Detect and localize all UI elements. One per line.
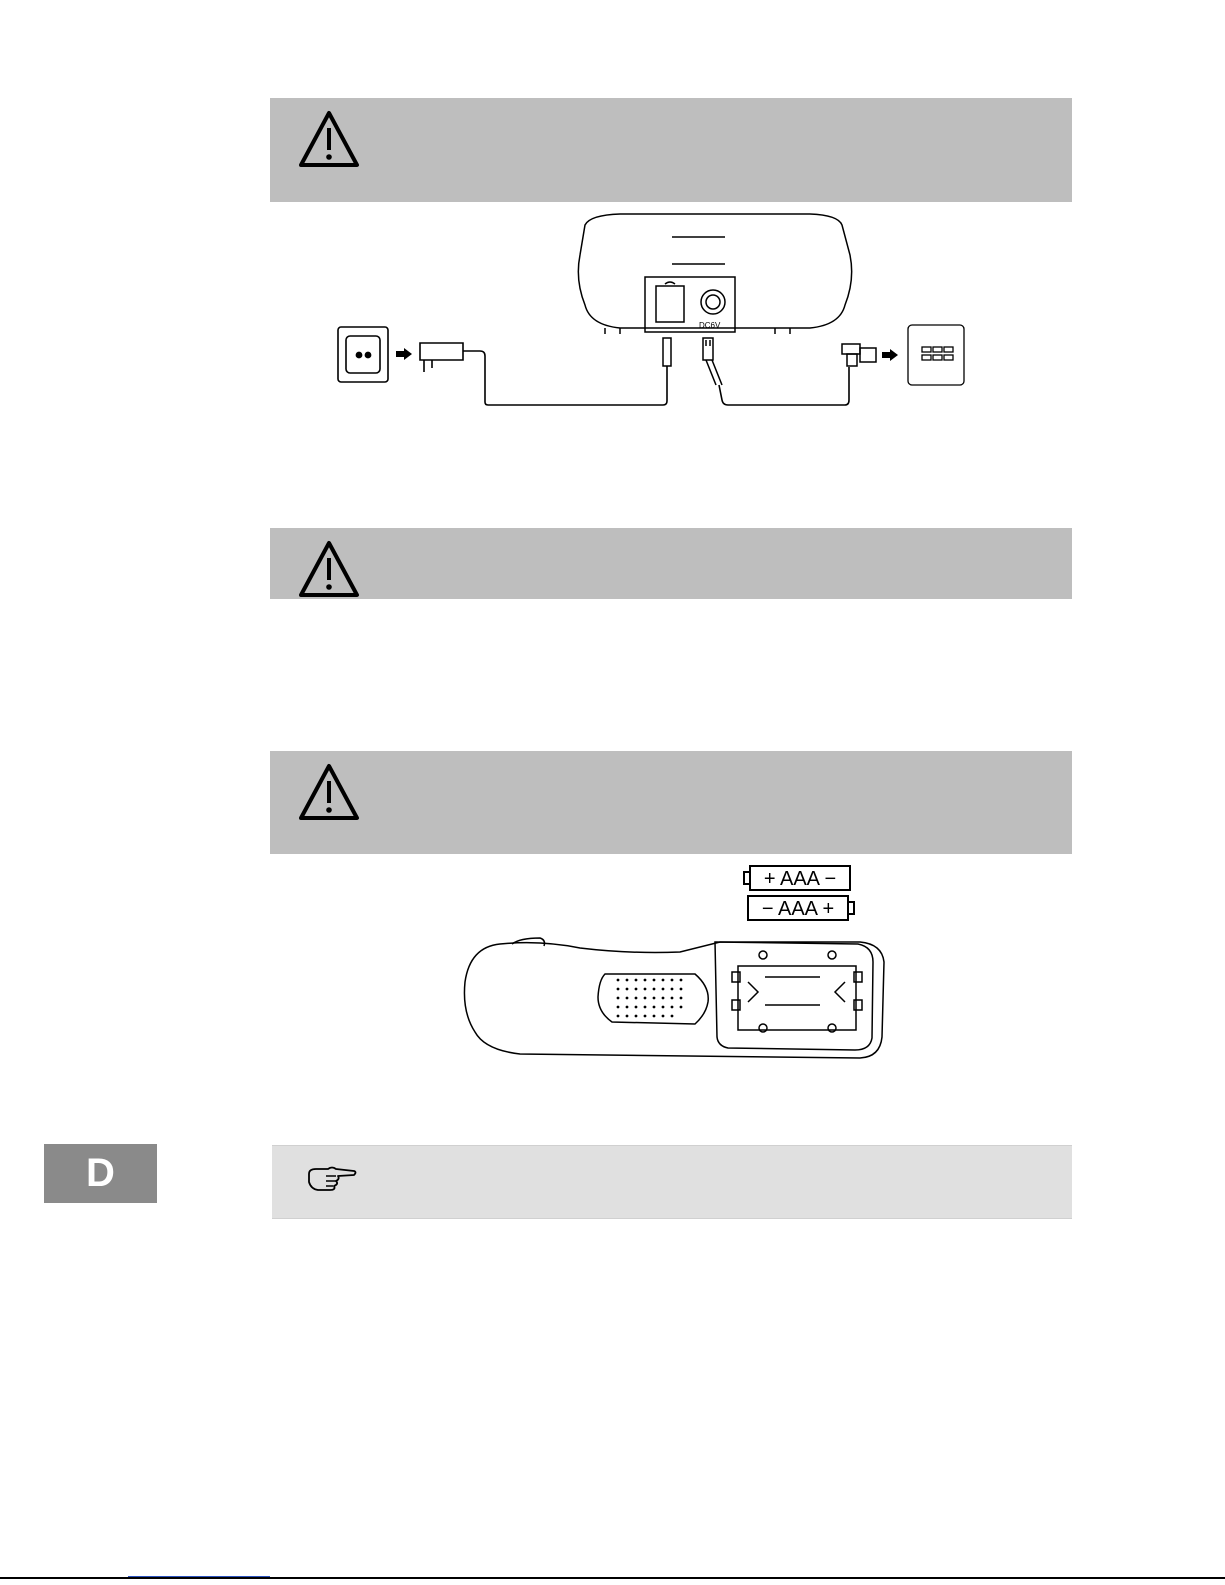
- warning-triangle-icon: [298, 110, 360, 168]
- warning-triangle-icon: [298, 540, 360, 598]
- battery-1-label: + AAA −: [763, 868, 837, 890]
- footer-rule: [0, 1577, 1225, 1579]
- power-adapter-icon: [420, 343, 463, 372]
- battery-2-label: − AAA +: [761, 898, 835, 920]
- arrow-left-icon: [396, 348, 412, 360]
- phone-cable: [719, 367, 849, 405]
- dc-jack-label: DC6V: [699, 321, 721, 330]
- pointing-hand-icon: [306, 1164, 358, 1194]
- warning-triangle-icon: [298, 763, 360, 821]
- phone-plug-icon: [703, 338, 722, 385]
- handset-illustration: [464, 938, 884, 1058]
- warning-box-2: [270, 528, 1072, 599]
- arrow-right-icon: [882, 349, 898, 361]
- phone-adapter-icon: [842, 344, 876, 366]
- base-station-illustration: [578, 214, 851, 334]
- handset-battery-diagram: [460, 862, 900, 1072]
- dc-plug: [663, 338, 671, 366]
- power-cable: [463, 351, 667, 405]
- note-box: [272, 1145, 1072, 1219]
- language-tab: D: [44, 1144, 157, 1203]
- speaker-holes: [617, 979, 683, 1018]
- base-station-connection-diagram: [320, 210, 1000, 420]
- warning-box-3: [270, 751, 1072, 854]
- phone-wall-socket-icon: [908, 325, 964, 385]
- footer-accent: [128, 1576, 270, 1577]
- warning-box-1: [270, 98, 1072, 202]
- power-socket-icon: [338, 327, 388, 382]
